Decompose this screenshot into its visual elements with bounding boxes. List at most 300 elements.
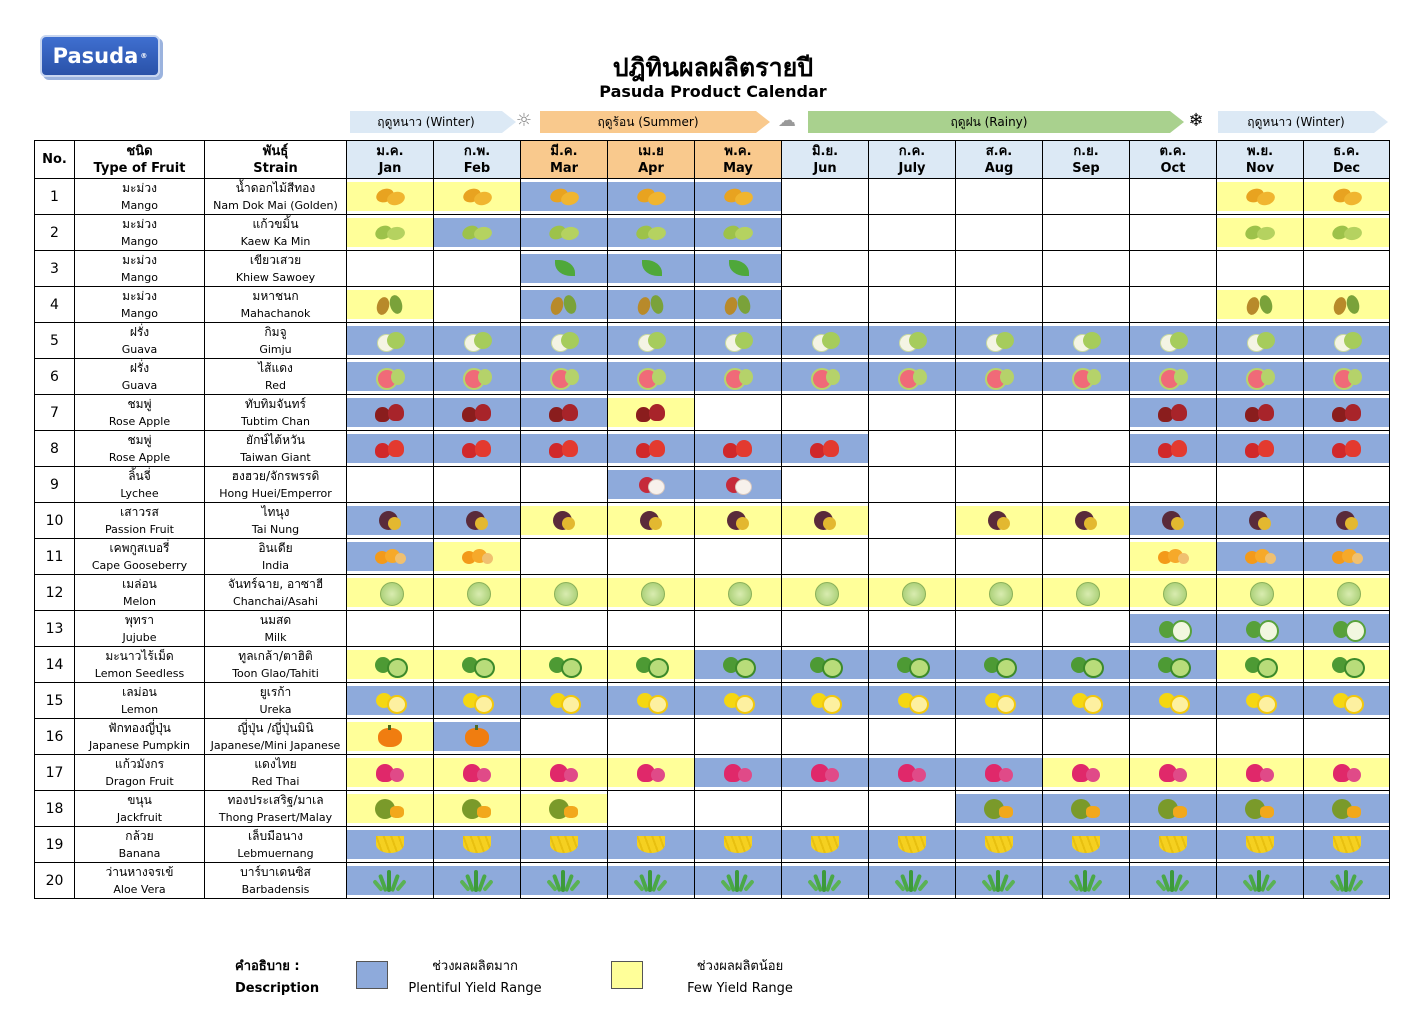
header-month-sep [1043,141,1130,179]
few-yield-band [608,578,694,607]
fruit-type [75,719,205,755]
dragon-fruit-icon [721,761,755,785]
jackfruit-icon [460,797,494,821]
month-cell-sep [1043,683,1130,719]
passion-fruit-icon [1243,509,1277,533]
fruit-strain-english: Mahachanok [240,306,311,320]
few-yield-band [1304,758,1389,787]
guava-white-icon [634,329,668,353]
month-cell-feb [434,863,521,899]
plentiful-yield-band [1130,506,1216,535]
plentiful-yield-band [608,686,694,715]
dragon-fruit-icon [460,761,494,785]
lemon-icon [373,689,407,713]
fruit-strain-thai: ฮงฮวย/จักรพรรดิ [231,468,320,483]
month-cell-dec [1304,431,1390,467]
month-cell-aug [956,359,1043,395]
jackfruit-icon [1330,797,1364,821]
lime-icon [1330,653,1364,677]
row-number: 19 [35,827,75,863]
fruit-type-thai: แก้วมังกร [114,756,165,771]
legend-title [235,956,319,1000]
jackfruit-icon [982,797,1016,821]
fruit-strain-english: Ureka [259,702,292,716]
month-cell-dec [1304,323,1390,359]
month-cell-mar [521,575,608,611]
fruit-type-english: Jackfruit [116,810,163,824]
month-thai: ต.ค. [1159,143,1187,159]
guava-white-icon [1156,329,1190,353]
month-cell-may [695,503,782,539]
mango-green-icon [373,221,407,245]
month-cell-may [695,287,782,323]
fruit-strain [205,251,347,287]
fruit-strain-english: Japanese/Mini Japanese [210,738,341,752]
rose-apple-red-icon [808,437,842,461]
month-cell-oct [1130,539,1217,575]
month-cell-feb [434,323,521,359]
season-arrow-3 [1218,111,1374,133]
jackfruit-icon [1069,797,1103,821]
fruit-strain-thai: ทองประเสริฐ/มาเล [227,792,324,807]
few-yield-band [521,578,607,607]
month-cell-jan [347,575,434,611]
plentiful-yield-band [1217,434,1303,463]
month-cell-apr [608,683,695,719]
plentiful-yield-band [956,362,1042,391]
month-cell-apr [608,215,695,251]
month-cell-may [695,323,782,359]
month-cell-feb [434,431,521,467]
month-cell-may [695,791,782,827]
month-cell-jun [782,467,869,503]
month-cell-jan [347,215,434,251]
month-cell-may [695,611,782,647]
guava-red-icon [547,365,581,389]
fruit-type-english: Lemon [120,702,159,716]
fruit-strain-thai: ยูเรก้า [259,684,292,699]
month-cell-sep [1043,503,1130,539]
fruit-type-english: Guava [121,342,158,356]
few-yield-band [608,398,694,427]
fruit-type-thai: ชมพู่ [127,432,152,447]
jackfruit-icon [1243,797,1277,821]
guava-white-icon [982,329,1016,353]
plentiful-yield-band [1217,542,1303,571]
passion-fruit-icon [1069,509,1103,533]
plentiful-yield-band [608,182,694,211]
plentiful-yield-band [956,830,1042,859]
mango-golden-icon [721,185,755,209]
month-english: Mar [549,160,579,176]
fruit-strain-thai: น้ำดอกไม้สีทอง [235,180,316,195]
plentiful-yield-band [608,830,694,859]
plentiful-yield-band [347,362,433,391]
fruit-type-english: Melon [122,594,157,608]
aloe-vera-icon [808,869,842,893]
dragon-fruit-icon [1156,761,1190,785]
month-cell-mar [521,251,608,287]
month-cell-nov [1217,467,1304,503]
month-cell-mar [521,287,608,323]
few-yield-band [1304,650,1389,679]
legend-plentiful-english: Plentiful Yield Range [408,981,542,996]
pumpkin-icon [460,725,494,749]
month-cell-jun [782,647,869,683]
few-yield-band [521,506,607,535]
fruit-type-thai: มะม่วง [122,180,157,195]
month-cell-july [869,683,956,719]
table-row [35,719,1390,755]
banana-icon [895,833,929,857]
plentiful-yield-band [608,362,694,391]
dragon-fruit-icon [634,761,668,785]
table-row [35,827,1390,863]
fruit-type-english: Banana [118,846,161,860]
month-cell-jun [782,791,869,827]
month-cell-sep [1043,251,1130,287]
plentiful-yield-band [1217,398,1303,427]
banana-icon [1156,833,1190,857]
header-month-jan [347,141,434,179]
jackfruit-icon [547,797,581,821]
fruit-strain-thai: ญี่ปุ่น /ญี่ปุ่นมินิ [237,720,314,735]
aloe-vera-icon [460,869,494,893]
mango-leaf-icon [721,257,755,281]
plentiful-yield-band [434,866,520,895]
lemon-icon [547,689,581,713]
fruit-strain [205,179,347,215]
fruit-strain [205,647,347,683]
month-cell-apr [608,755,695,791]
plentiful-yield-band [1130,434,1216,463]
fruit-type [75,647,205,683]
plentiful-yield-band [434,506,520,535]
month-cell-may [695,575,782,611]
plentiful-yield-band [782,434,868,463]
aloe-vera-icon [634,869,668,893]
month-cell-sep [1043,863,1130,899]
month-english: Nov [1245,160,1275,176]
table-row [35,611,1390,647]
header-month-dec [1304,141,1390,179]
row-number: 10 [35,503,75,539]
month-cell-may [695,719,782,755]
fruit-strain-english: Hong Huei/Emperror [219,486,332,500]
month-cell-july [869,395,956,431]
month-cell-feb [434,359,521,395]
few-yield-band [347,794,433,823]
plentiful-yield-band [1130,866,1216,895]
fruit-strain-thai: นมสด [259,612,292,627]
month-cell-feb [434,575,521,611]
row-number: 15 [35,683,75,719]
month-cell-aug [956,323,1043,359]
dragon-fruit-icon [373,761,407,785]
header-month-aug [956,141,1043,179]
month-cell-apr [608,179,695,215]
fruit-strain [205,467,347,503]
month-cell-apr [608,395,695,431]
month-cell-july [869,323,956,359]
legend-few [665,956,815,1000]
melon-icon [373,581,407,605]
fruit-type-thai: เมล่อน [122,576,157,591]
aloe-vera-icon [547,869,581,893]
row-number: 8 [35,431,75,467]
table-row [35,539,1390,575]
month-cell-jan [347,323,434,359]
month-cell-dec [1304,395,1390,431]
month-cell-jun [782,719,869,755]
month-cell-july [869,251,956,287]
fruit-type [75,503,205,539]
aloe-vera-icon [373,869,407,893]
month-cell-dec [1304,539,1390,575]
month-cell-july [869,431,956,467]
row-number: 13 [35,611,75,647]
few-yield-band [1217,578,1303,607]
mango-green-icon [721,221,755,245]
month-cell-aug [956,611,1043,647]
few-yield-band [1304,578,1389,607]
aloe-vera-icon [1243,869,1277,893]
few-yield-band [434,578,520,607]
fruit-type [75,323,205,359]
jackfruit-icon [1156,797,1190,821]
fruit-type [75,431,205,467]
month-cell-apr [608,791,695,827]
fruit-type [75,251,205,287]
few-yield-band [347,578,433,607]
plentiful-yield-band [434,326,520,355]
lemon-icon [721,689,755,713]
fruit-strain-english: Kaew Ka Min [240,234,311,248]
few-yield-band [1130,542,1216,571]
row-number: 17 [35,755,75,791]
fruit-strain-thai: จันทร์ฉาย, อาซาฮี [227,576,324,591]
mango-red-icon [1243,293,1277,317]
fruit-type [75,863,205,899]
few-yield-band [434,650,520,679]
month-cell-dec [1304,359,1390,395]
lemon-icon [895,689,929,713]
mango-golden-icon [1330,185,1364,209]
month-cell-dec [1304,827,1390,863]
rose-apple-red-icon [373,437,407,461]
plentiful-yield-band [782,758,868,787]
month-cell-dec [1304,503,1390,539]
month-english: Aug [984,160,1014,176]
banana-icon [1243,833,1277,857]
plentiful-yield-band [1043,866,1129,895]
few-yield-band [1043,506,1129,535]
lime-icon [373,653,407,677]
table-row [35,395,1390,431]
fruit-strain-thai: บาร์บาเดนซิส [240,864,311,879]
fruit-type [75,539,205,575]
legend-plentiful-swatch [356,961,388,989]
header-no: No. [35,141,75,179]
dragon-fruit-icon [808,761,842,785]
fruit-strain-thai: เล็บมือนาง [248,828,303,843]
month-cell-apr [608,431,695,467]
fruit-type-thai: ว่านหางจรเข้ [105,864,174,879]
fruit-type [75,755,205,791]
banana-icon [373,833,407,857]
plentiful-yield-band [1217,362,1303,391]
month-cell-oct [1130,251,1217,287]
header-month-oct [1130,141,1217,179]
month-cell-nov [1217,395,1304,431]
month-cell-apr [608,575,695,611]
month-cell-jan [347,683,434,719]
month-thai: ก.ย. [1073,143,1099,159]
row-number: 12 [35,575,75,611]
plentiful-yield-band [782,326,868,355]
lime-icon [808,653,842,677]
fruit-strain-english: Tubtim Chan [241,414,310,428]
fruit-type [75,791,205,827]
month-cell-aug [956,683,1043,719]
fruit-type-english: Mango [121,270,158,284]
month-cell-aug [956,179,1043,215]
month-cell-feb [434,215,521,251]
few-yield-band [608,506,694,535]
fruit-type-thai: มะม่วง [122,252,157,267]
month-cell-oct [1130,395,1217,431]
plentiful-yield-band [1217,686,1303,715]
banana-icon [808,833,842,857]
table-row [35,359,1390,395]
header-strain-thai: พันธุ์ [262,143,289,159]
guava-red-icon [982,365,1016,389]
season-arrow-1 [540,111,756,133]
mango-red-icon [547,293,581,317]
month-cell-dec [1304,791,1390,827]
month-cell-jan [347,755,434,791]
month-cell-mar [521,683,608,719]
few-yield-band [608,650,694,679]
plentiful-yield-band [695,686,781,715]
month-cell-july [869,215,956,251]
fruit-strain-thai: ทูลเกล้า/ตาฮิติ [238,648,313,663]
plentiful-yield-band [782,830,868,859]
fruit-type-thai: ฟักทองญี่ปุ่น [108,720,171,735]
month-cell-sep [1043,467,1130,503]
month-cell-dec [1304,611,1390,647]
month-cell-apr [608,611,695,647]
month-cell-apr [608,539,695,575]
plentiful-yield-band [869,866,955,895]
plentiful-yield-band [695,470,781,499]
few-yield-band [434,182,520,211]
fruit-type [75,179,205,215]
fruit-strain [205,683,347,719]
month-cell-feb [434,251,521,287]
plentiful-yield-band [1304,830,1389,859]
month-cell-apr [608,863,695,899]
fruit-type-thai: ลิ้นจี่ [128,468,151,483]
passion-fruit-icon [547,509,581,533]
guava-white-icon [1243,329,1277,353]
plentiful-yield-band [695,362,781,391]
guava-white-icon [373,329,407,353]
month-cell-aug [956,251,1043,287]
month-cell-sep [1043,287,1130,323]
plentiful-yield-band [1043,362,1129,391]
table-row [35,467,1390,503]
fruit-strain-thai: ยักษ์ไต้หวัน [246,432,305,447]
melon-icon [895,581,929,605]
month-cell-jan [347,179,434,215]
few-yield-band [347,290,433,319]
plentiful-yield-band [434,722,520,751]
passion-fruit-icon [460,509,494,533]
lychee-icon [721,473,755,497]
month-cell-aug [956,503,1043,539]
month-cell-may [695,539,782,575]
month-cell-apr [608,647,695,683]
plentiful-yield-band [782,866,868,895]
lemon-icon [460,689,494,713]
plentiful-yield-band [434,830,520,859]
rose-apple-dark-icon [1156,401,1190,425]
banana-icon [1330,833,1364,857]
lemon-icon [808,689,842,713]
legend-plentiful-thai: ช่วงผลผลิตมาก [432,959,518,974]
month-english: Oct [1160,160,1186,176]
few-yield-band [1217,218,1303,247]
row-number: 9 [35,467,75,503]
few-yield-band [1217,758,1303,787]
plentiful-yield-band [1304,326,1389,355]
mango-golden-icon [634,185,668,209]
month-cell-apr [608,323,695,359]
lychee-icon [634,473,668,497]
season-label: ฤดูหนาว (Winter) [1247,114,1345,129]
month-cell-apr [608,251,695,287]
few-yield-band [434,794,520,823]
table-row [35,503,1390,539]
fruit-strain-english: Chanchai/Asahi [233,594,318,608]
melon-icon [1069,581,1103,605]
plentiful-yield-band [1304,614,1389,643]
month-cell-oct [1130,863,1217,899]
fruit-type [75,683,205,719]
fruit-strain [205,323,347,359]
month-english: Feb [463,160,491,176]
page-title-english: Pasuda Product Calendar [599,82,827,101]
month-cell-mar [521,467,608,503]
month-cell-feb [434,503,521,539]
plentiful-yield-band [869,326,955,355]
month-cell-feb [434,539,521,575]
month-cell-nov [1217,215,1304,251]
passion-fruit-icon [1156,509,1190,533]
few-yield-band [347,758,433,787]
plentiful-yield-band [956,794,1042,823]
melon-icon [721,581,755,605]
plentiful-yield-band [869,686,955,715]
month-thai: มิ.ย. [811,143,839,159]
pumpkin-icon [373,725,407,749]
few-yield-band [695,578,781,607]
guava-white-icon [460,329,494,353]
header-month-apr [608,141,695,179]
plentiful-yield-band [347,398,433,427]
mango-red-icon [373,293,407,317]
